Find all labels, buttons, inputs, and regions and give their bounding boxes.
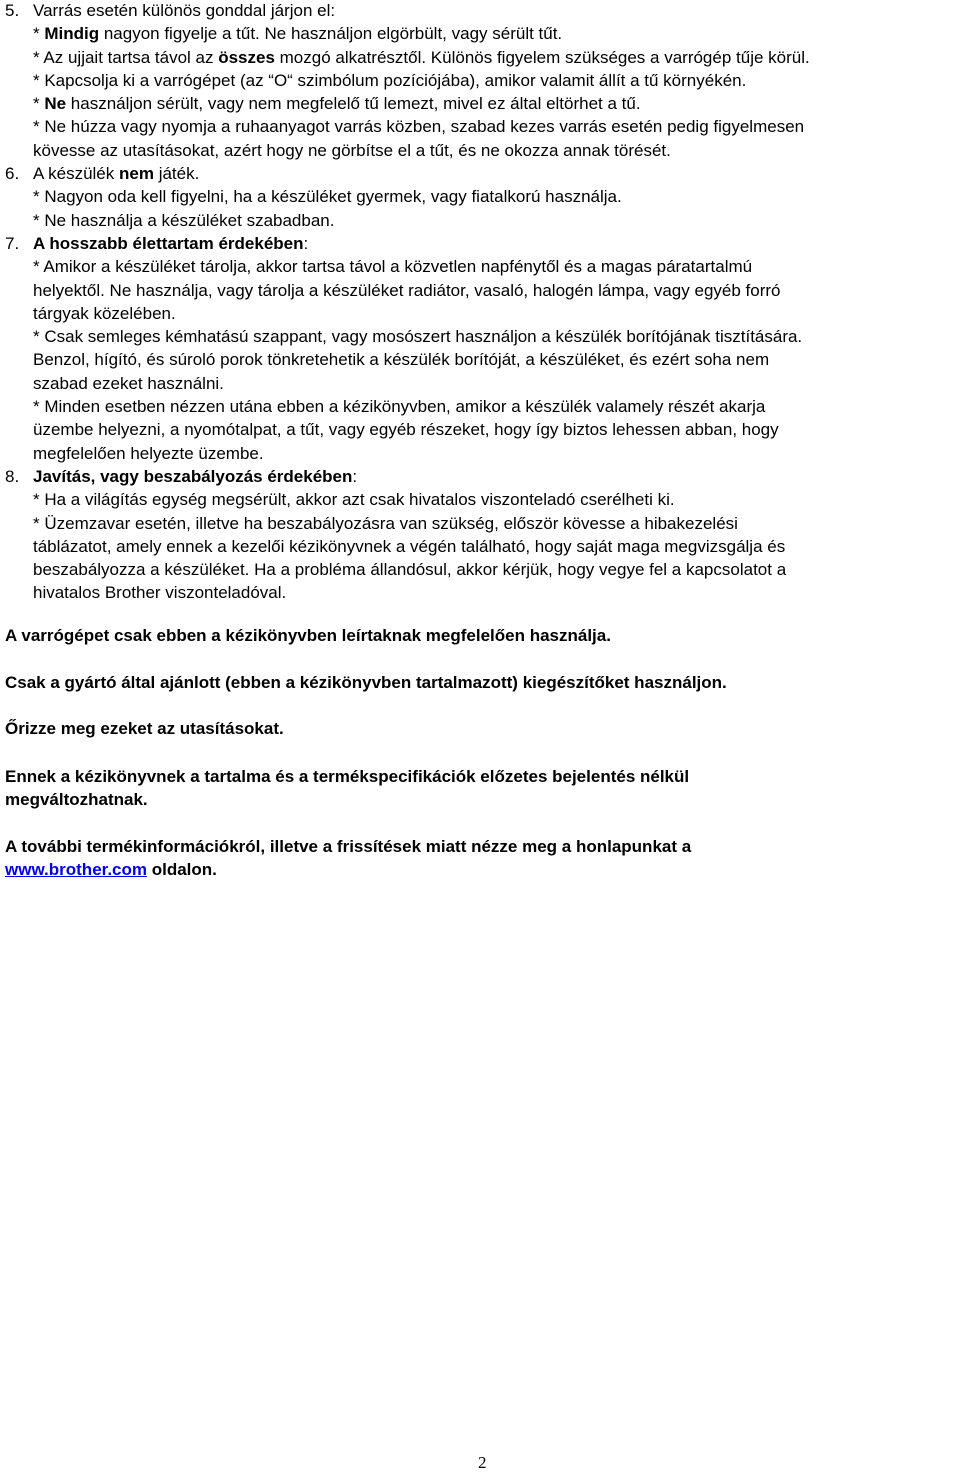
text-segment: szabad ezeket használni.: [33, 373, 224, 393]
list-item-line: [33, 348, 960, 371]
numbered-safety-list: [0, 0, 960, 605]
text-segment: *: [33, 94, 45, 114]
list-item-line: [33, 512, 960, 535]
emphasis-text: A hosszabb élettartam érdekében: [33, 233, 304, 253]
text-segment: Varrás esetén különös gonddal járjon el:: [33, 1, 336, 20]
list-item-line: [33, 395, 960, 418]
list-item-line: [33, 185, 960, 208]
text-segment: használjon sérült, vagy nem megfelelő tű lemezt, mivel ez által eltörhet a tű.: [66, 94, 641, 114]
list-item-line: [33, 442, 960, 465]
list-item-line: [33, 372, 960, 395]
closing-text: megváltozhatnak.: [5, 790, 148, 809]
closing-paragraph-website: [5, 835, 945, 881]
text-segment: * Amikor a készüléket tárolja, akkor tartsa távol a közvetlen napfénytől és a magas páratartalmú: [33, 257, 753, 277]
text-segment: nagyon figyelje a tűt. Ne használjon elgörbült, vagy sérült tűt.: [99, 24, 563, 44]
list-item: [0, 232, 960, 465]
text-segment: helyektől. Ne használja, vagy tárolja a készüléket radiátor, vasaló, halogén lámpa, vagy egyéb forró: [33, 280, 781, 300]
closing-text: A további termékinformációkról, illetve a frissítések miatt nézze meg a honlapunkat a: [5, 837, 692, 856]
list-item-number: 7.: [5, 233, 20, 253]
closing-text: oldalon.: [147, 860, 217, 879]
text-segment: * Üzemzavar esetén, illetve ha beszabályozásra van szükség, először kövesse a hibakezelési: [33, 513, 738, 533]
text-segment: * Nagyon oda kell figyelni, ha a készüléket gyermek, vagy fiatalkorú használja.: [33, 187, 622, 207]
list-item-line: [33, 418, 960, 441]
list-item: [0, 162, 960, 232]
list-item-line: [33, 92, 960, 115]
list-item: [0, 465, 960, 605]
list-item-line: [33, 488, 960, 511]
page-number: 2: [478, 1453, 487, 1472]
list-item-line: [33, 209, 960, 232]
closing-text: Csak a gyártó által ajánlott (ebben a kézikönyvben tartalmazott) kiegészítőket használjon.: [5, 673, 727, 692]
list-item-line: [33, 558, 960, 581]
text-segment: táblázatot, amely ennek a kezelői kézikönyvnek a végén található, hogy saját maga megvizsgálja és: [33, 536, 786, 556]
list-item-line: [33, 139, 960, 162]
closing-paragraph-specifications: [5, 765, 945, 811]
closing-text: Őrizze meg ezeket az utasításokat.: [5, 719, 284, 738]
list-item-number: 6.: [5, 164, 20, 184]
list-item-line: [33, 279, 960, 302]
text-segment: :: [352, 466, 358, 486]
text-segment: Benzol, hígító, és súroló porok tönkretehetik a készülék borítóját, a készüléket, és ezért soha nem: [33, 350, 770, 370]
list-item-line: [33, 0, 960, 22]
text-segment: * Az ujjait tartsa távol az: [33, 47, 219, 67]
emphasis-text: Ne: [44, 94, 67, 114]
text-segment: * Ne húzza vagy nyomja a ruhaanyagot varrás közben, szabad kezes varrás esetén pedig figyelmesen: [33, 117, 805, 137]
text-segment: játék.: [153, 164, 200, 184]
text-segment: hivatalos Brother viszonteladóval.: [33, 583, 287, 603]
text-segment: * Ne használja a készüléket szabadban.: [33, 210, 335, 230]
text-segment: A készülék: [33, 164, 119, 184]
list-item-line: [33, 325, 960, 348]
closing-paragraph-usage: [5, 624, 945, 647]
list-item-line: [33, 232, 960, 255]
text-segment: beszabályozza a készüléket. Ha a probléma állandósul, akkor kérjük, hogy vegye fel a kapcsolatot a: [33, 560, 787, 580]
list-item-line: [33, 69, 960, 92]
closing-paragraph-keep-instructions: [5, 717, 945, 740]
emphasis-text: összes: [218, 47, 275, 67]
text-segment: * Csak semleges kémhatású szappant, vagy mosószert használjon a készülék borítójának tisztítására.: [33, 327, 803, 347]
emphasis-text: Mindig: [44, 24, 100, 44]
closing-paragraph-accessories: [5, 671, 945, 694]
list-item-line: [33, 581, 960, 604]
list-item-line: [33, 162, 960, 185]
list-item: [0, 0, 960, 162]
text-segment: mozgó alkatrésztől. Különös figyelem szükséges a varrógép tűje körül.: [274, 47, 810, 67]
list-item-line: [33, 465, 960, 488]
list-item-line: [33, 46, 960, 69]
text-segment: * Minden esetben nézzen utána ebben a kézikönyvben, amikor a készülék valamely részét akarja: [33, 397, 766, 417]
list-item-number: 5.: [5, 1, 20, 20]
text-segment: üzembe helyezni, a nyomótalpat, a tűt, vagy egyéb részeket, hogy így biztos lehessen abban, hogy: [33, 420, 779, 440]
list-item-line: [33, 115, 960, 138]
text-segment: *: [33, 24, 45, 44]
list-item-number: 8.: [5, 466, 20, 486]
text-segment: :: [303, 233, 309, 253]
text-segment: * Ha a világítás egység megsérült, akkor azt csak hivatalos viszonteladó cserélheti ki.: [33, 490, 675, 510]
closing-text: A varrógépet csak ebben a kézikönyvben leírtaknak megfelelően használja.: [5, 626, 611, 645]
text-segment: kövesse az utasításokat, azért hogy ne görbítse el a tűt, és ne okozza annak törését.: [33, 140, 671, 160]
list-item-line: [33, 255, 960, 278]
emphasis-text: Javítás, vagy beszabályozás érdekében: [33, 466, 353, 486]
closing-text-website-line: [5, 858, 945, 881]
emphasis-text: nem: [119, 164, 154, 184]
text-segment: * Kapcsolja ki a varrógépet (az “O“ szimbólum pozíciójába), amikor valamit állít a tű környékén.: [33, 70, 747, 90]
list-item-line: [33, 22, 960, 45]
closing-text: Ennek a kézikönyvnek a tartalma és a termékspecifikációk előzetes bejelentés nélkül: [5, 767, 690, 786]
list-item-line: [33, 302, 960, 325]
list-item-line: [33, 535, 960, 558]
website-link[interactable]: www.brother.com: [5, 860, 148, 879]
text-segment: megfelelően helyezte üzembe.: [33, 443, 264, 463]
text-segment: tárgyak közelében.: [33, 303, 176, 323]
